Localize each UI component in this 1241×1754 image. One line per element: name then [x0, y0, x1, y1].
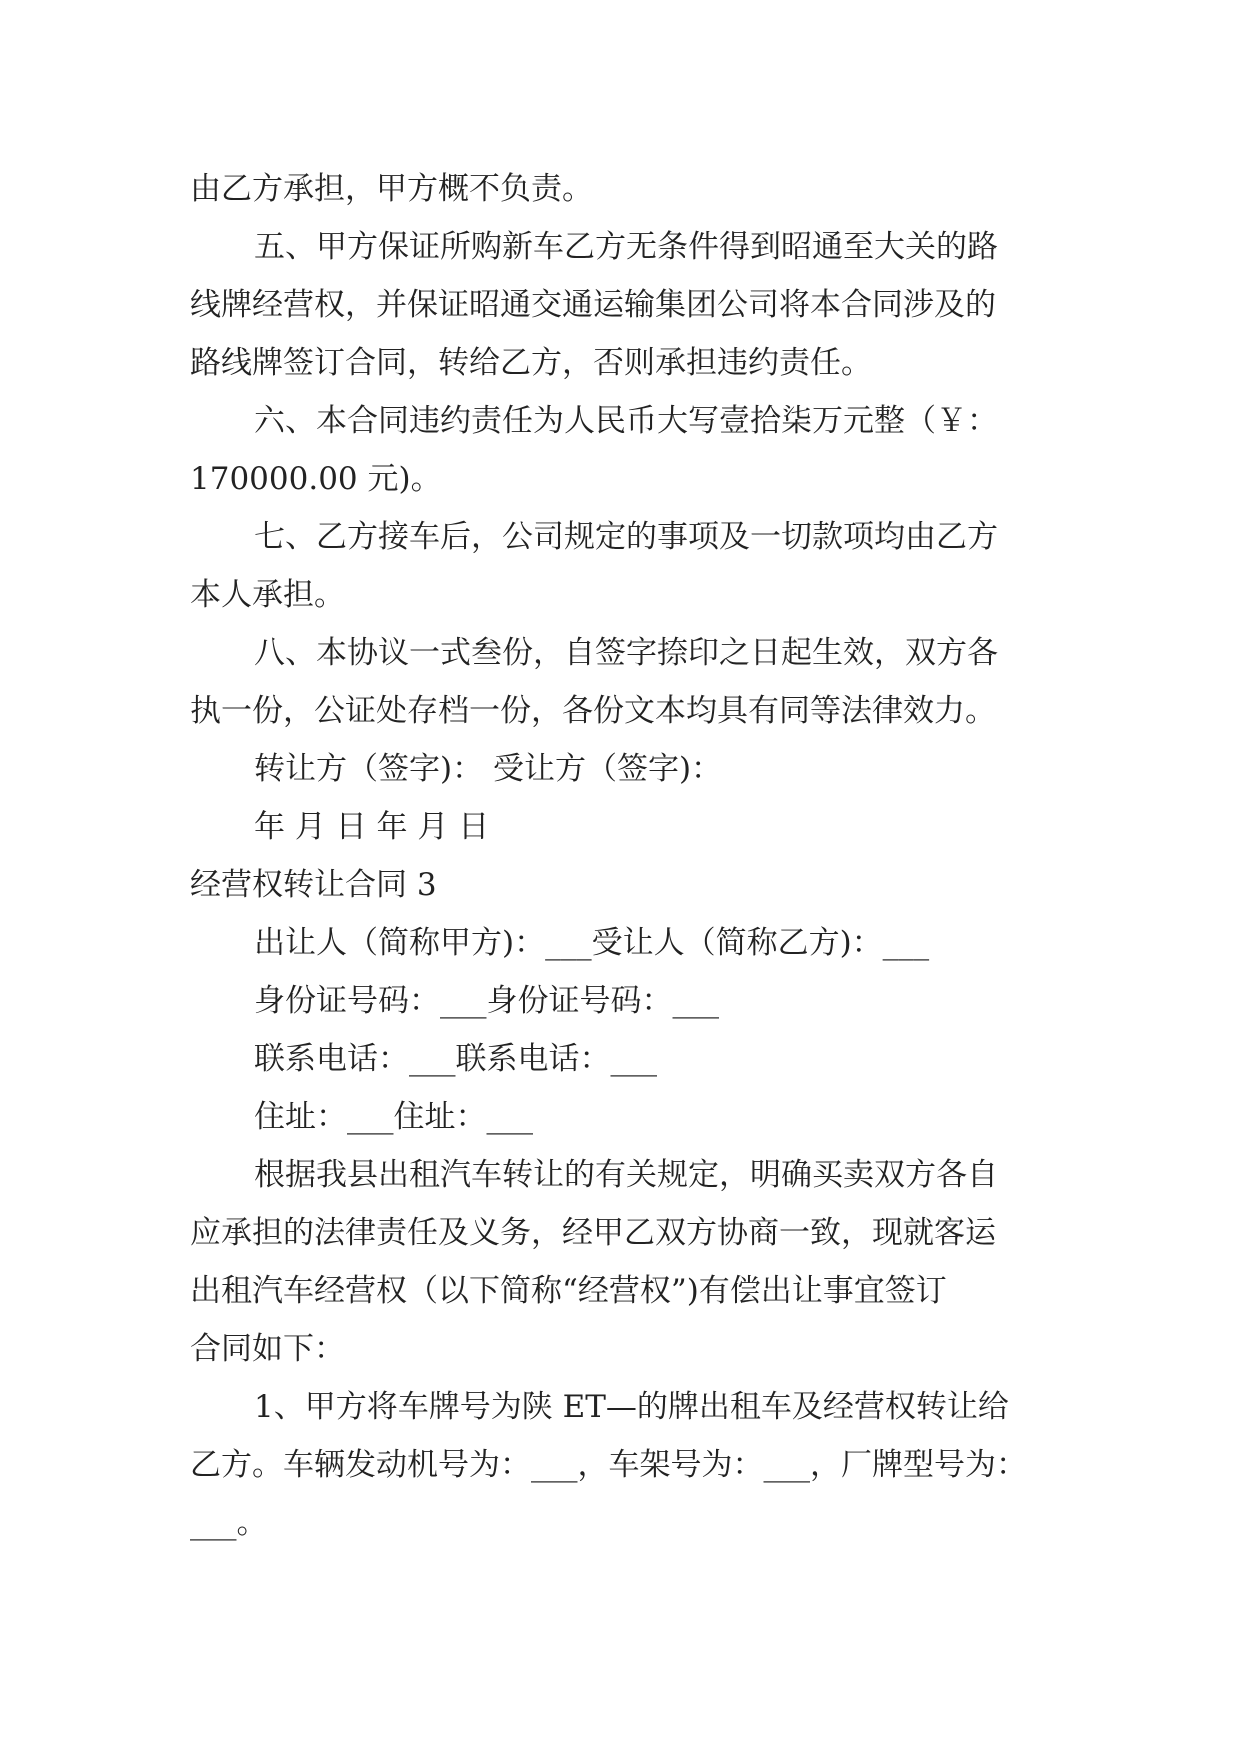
- paragraph-line: 六、本合同违约责任为人民币大写壹拾柒万元整（￥：: [254, 403, 998, 439]
- date-line: 年 月 日 年 月 日: [254, 809, 490, 845]
- phone-line: 联系电话：___联系电话：___: [254, 1041, 657, 1077]
- paragraph-line: 170000.00 元)。: [190, 461, 442, 497]
- paragraph-line: 五、甲方保证所购新车乙方无条件得到昭通至大关的路: [254, 229, 998, 265]
- signature-line: 转让方（签字)： 受让方（签字)：: [254, 751, 723, 787]
- paragraph-line: 八、本协议一式叁份，自签字捺印之日起生效，双方各: [254, 635, 998, 671]
- paragraph-line: 乙方。车辆发动机号为：___，车架号为：___，厂牌型号为：: [190, 1447, 1027, 1483]
- paragraph-line: 根据我县出租汽车转让的有关规定，明确买卖双方各自: [254, 1157, 998, 1193]
- paragraph-line: 由乙方承担，甲方概不负责。: [190, 171, 593, 207]
- paragraph-line: 出租汽车经营权（以下简称“经营权”)有偿出让事宜签订: [190, 1273, 947, 1309]
- address-line: 住址：___住址：___: [254, 1099, 533, 1135]
- section-title: 经营权转让合同 3: [190, 867, 437, 903]
- paragraph-line: 执一份，公证处存档一份，各份文本均具有同等法律效力。: [190, 693, 996, 729]
- party-line: 出让人（简称甲方)：___受让人（简称乙方)：___: [254, 925, 930, 961]
- paragraph-line: 1、甲方将车牌号为陕 ET—的牌出租车及经营权转让给: [254, 1389, 1009, 1425]
- paragraph-line: 路线牌签订合同，转给乙方，否则承担违约责任。: [190, 345, 872, 381]
- paragraph-line: 合同如下：: [190, 1331, 345, 1367]
- id-number-line: 身份证号码：___身份证号码：___: [254, 983, 719, 1019]
- document-body: [190, 160, 1090, 1552]
- paragraph-line: 线牌经营权，并保证昭通交通运输集团公司将本合同涉及的: [190, 287, 996, 323]
- paragraph-line: 七、乙方接车后，公司规定的事项及一切款项均由乙方: [254, 519, 998, 555]
- paragraph-line: 应承担的法律责任及义务，经甲乙双方协商一致，现就客运: [190, 1215, 996, 1251]
- paragraph-line: ___。: [190, 1505, 268, 1541]
- paragraph-line: 本人承担。: [190, 577, 345, 613]
